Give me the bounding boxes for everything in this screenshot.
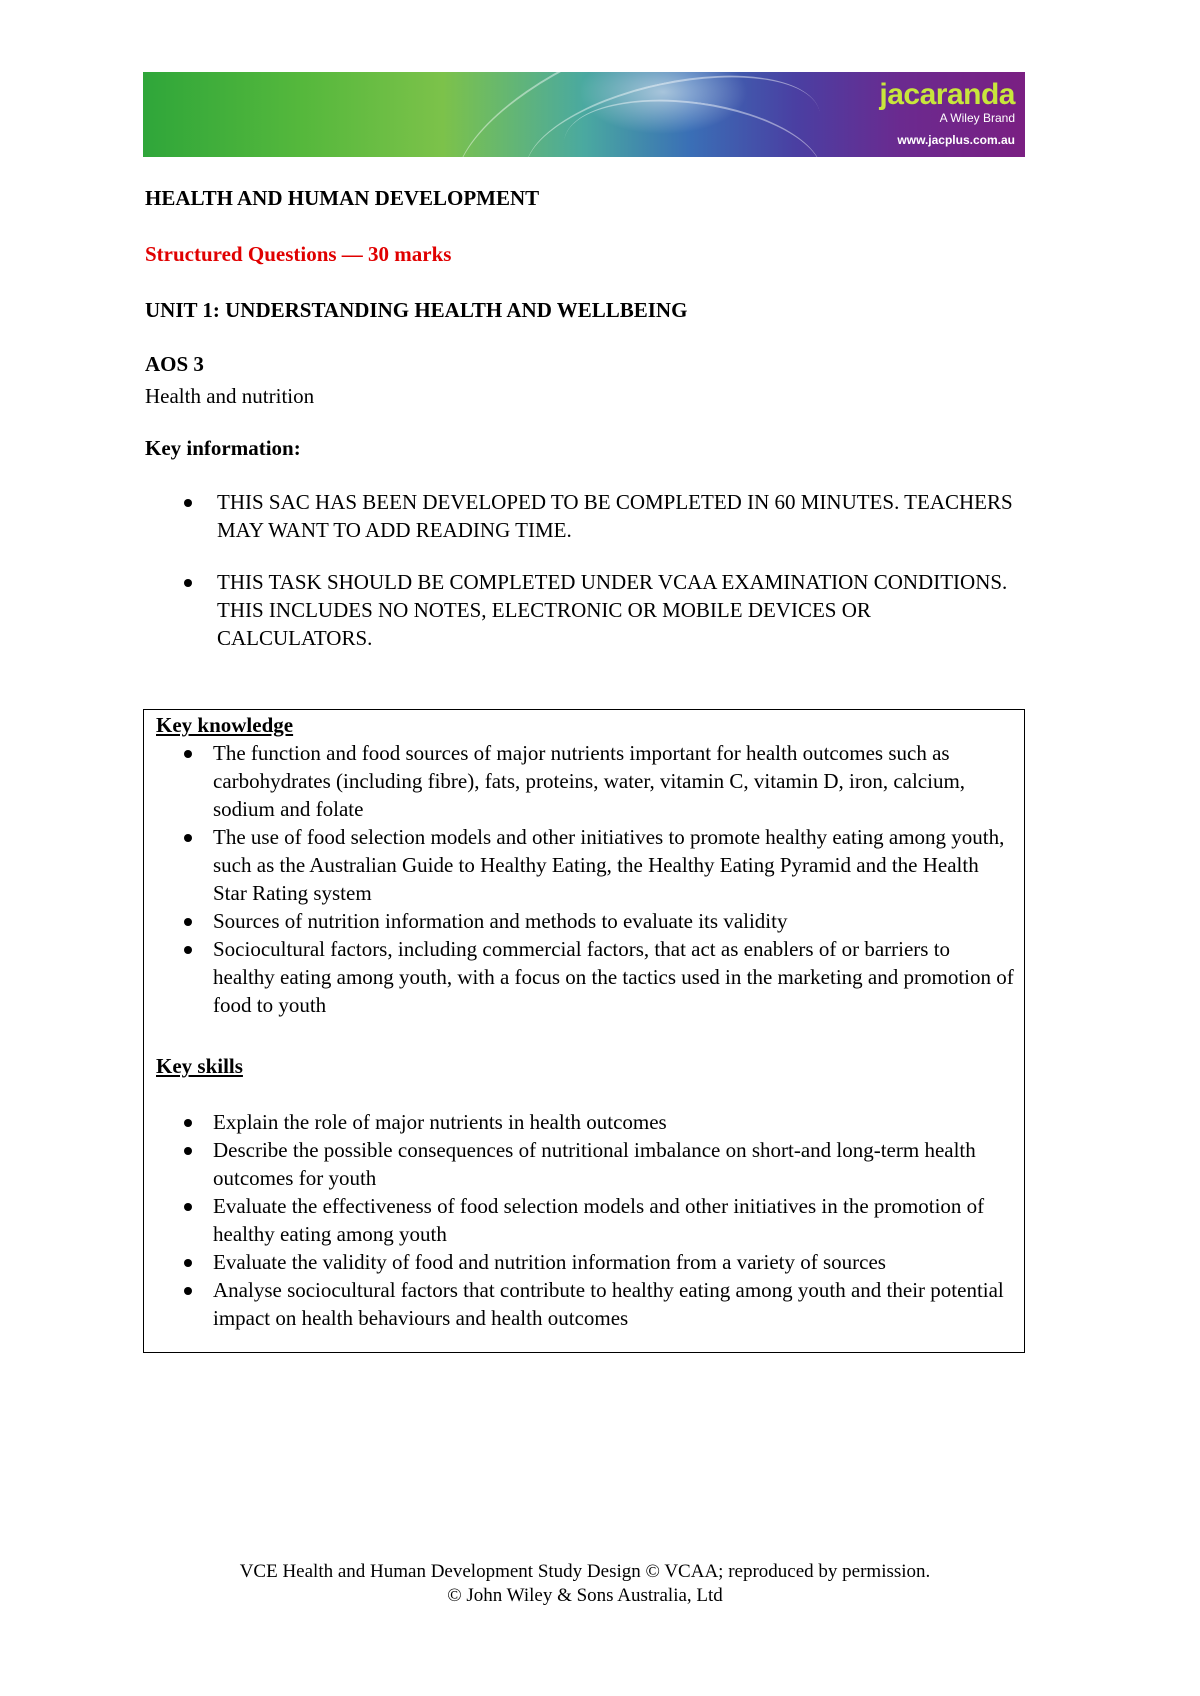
bullet-icon — [184, 1203, 192, 1211]
jacaranda-logo — [879, 80, 1015, 150]
copyright-vcaa: VCE Health and Human Development Study Design © VCAA; reproduced by permission. — [239, 1561, 931, 1582]
key-skills-heading: Key skills — [156, 1054, 243, 1078]
aos-topic: Health and nutrition — [145, 384, 315, 408]
key-knowledge-heading: Key knowledge — [156, 713, 294, 737]
bullet-icon — [184, 1287, 192, 1295]
task-marks: Structured Questions — 30 marks — [145, 242, 452, 266]
list-item — [156, 1108, 1016, 1136]
list-item — [145, 488, 1015, 544]
key-info-text: THIS SAC HAS BEEN DEVELOPED TO BE COMPLETED IN 60 MINUTES. TEACHERS MAY WANT TO ADD READING TIME. — [217, 490, 1013, 542]
bullet-icon — [184, 834, 192, 842]
unit-title: UNIT 1: UNDERSTANDING HEALTH AND WELLBEING — [145, 298, 688, 322]
list-item — [156, 1276, 1016, 1332]
knowledge-text: Sources of nutrition information and methods to evaluate its validity — [213, 909, 788, 933]
header-banner — [143, 72, 1025, 157]
bullet-icon — [184, 579, 192, 587]
key-skills-list — [156, 1108, 1016, 1332]
list-item — [156, 1192, 1016, 1248]
bullet-icon — [184, 1259, 192, 1267]
list-item — [156, 935, 1016, 1019]
key-info-heading: Key information: — [145, 436, 301, 460]
key-knowledge-list — [156, 739, 1016, 1019]
list-item — [156, 907, 1016, 935]
brand-tagline: A Wiley Brand — [939, 111, 1015, 125]
knowledge-text: The function and food sources of major nutrients important for health outcomes such as carbohydrates (including fibre), fats, proteins, water, vitamin C, vitamin D, iron, calcium, sodium and folate — [213, 741, 966, 821]
key-info-text: THIS TASK SHOULD BE COMPLETED UNDER VCAA EXAMINATION CONDITIONS. THIS INCLUDES NO NOTES, ELECTRONIC OR MOBILE DEVICES OR CALCULATORS. — [217, 570, 1008, 650]
bullet-icon — [184, 1119, 192, 1127]
skill-text: Analyse sociocultural factors that contribute to healthy eating among youth and their potential impact on health behaviours and health outcomes — [213, 1278, 1004, 1330]
list-item — [156, 739, 1016, 823]
aos-label: AOS 3 — [145, 352, 204, 376]
brand-name: jacaranda — [879, 78, 1015, 111]
bullet-icon — [184, 1147, 192, 1155]
list-item — [156, 1248, 1016, 1276]
skill-text: Evaluate the validity of food and nutrition information from a variety of sources — [213, 1250, 886, 1274]
knowledge-skills-box — [143, 709, 1025, 1353]
bullet-icon — [184, 946, 192, 954]
skill-text: Explain the role of major nutrients in health outcomes — [213, 1110, 667, 1134]
list-item — [145, 568, 1015, 652]
subject-title: HEALTH AND HUMAN DEVELOPMENT — [145, 186, 540, 210]
knowledge-text: Sociocultural factors, including commercial factors, that act as enablers of or barriers to healthy eating among youth, with a focus on the tactics used in the marketing and promotion of food to youth — [213, 937, 1014, 1017]
brand-url: www.jacplus.com.au — [897, 133, 1015, 147]
knowledge-text: The use of food selection models and other initiatives to promote healthy eating among youth, such as the Australian Guide to Healthy Eating, the Healthy Eating Pyramid and the Health Star Rating system — [213, 825, 1005, 905]
list-item — [156, 823, 1016, 907]
key-information-list — [145, 488, 1015, 676]
list-item — [156, 1136, 1016, 1192]
bullet-icon — [184, 750, 192, 758]
skill-text: Evaluate the effectiveness of food selection models and other initiatives in the promotion of healthy eating among youth — [213, 1194, 985, 1246]
bullet-icon — [184, 499, 192, 507]
page-footer — [0, 1560, 1170, 1608]
bullet-icon — [184, 918, 192, 926]
copyright-wiley: © John Wiley & Sons Australia, Ltd — [447, 1585, 723, 1606]
skill-text: Describe the possible consequences of nutritional imbalance on short-and long-term health outcomes for youth — [213, 1138, 976, 1190]
